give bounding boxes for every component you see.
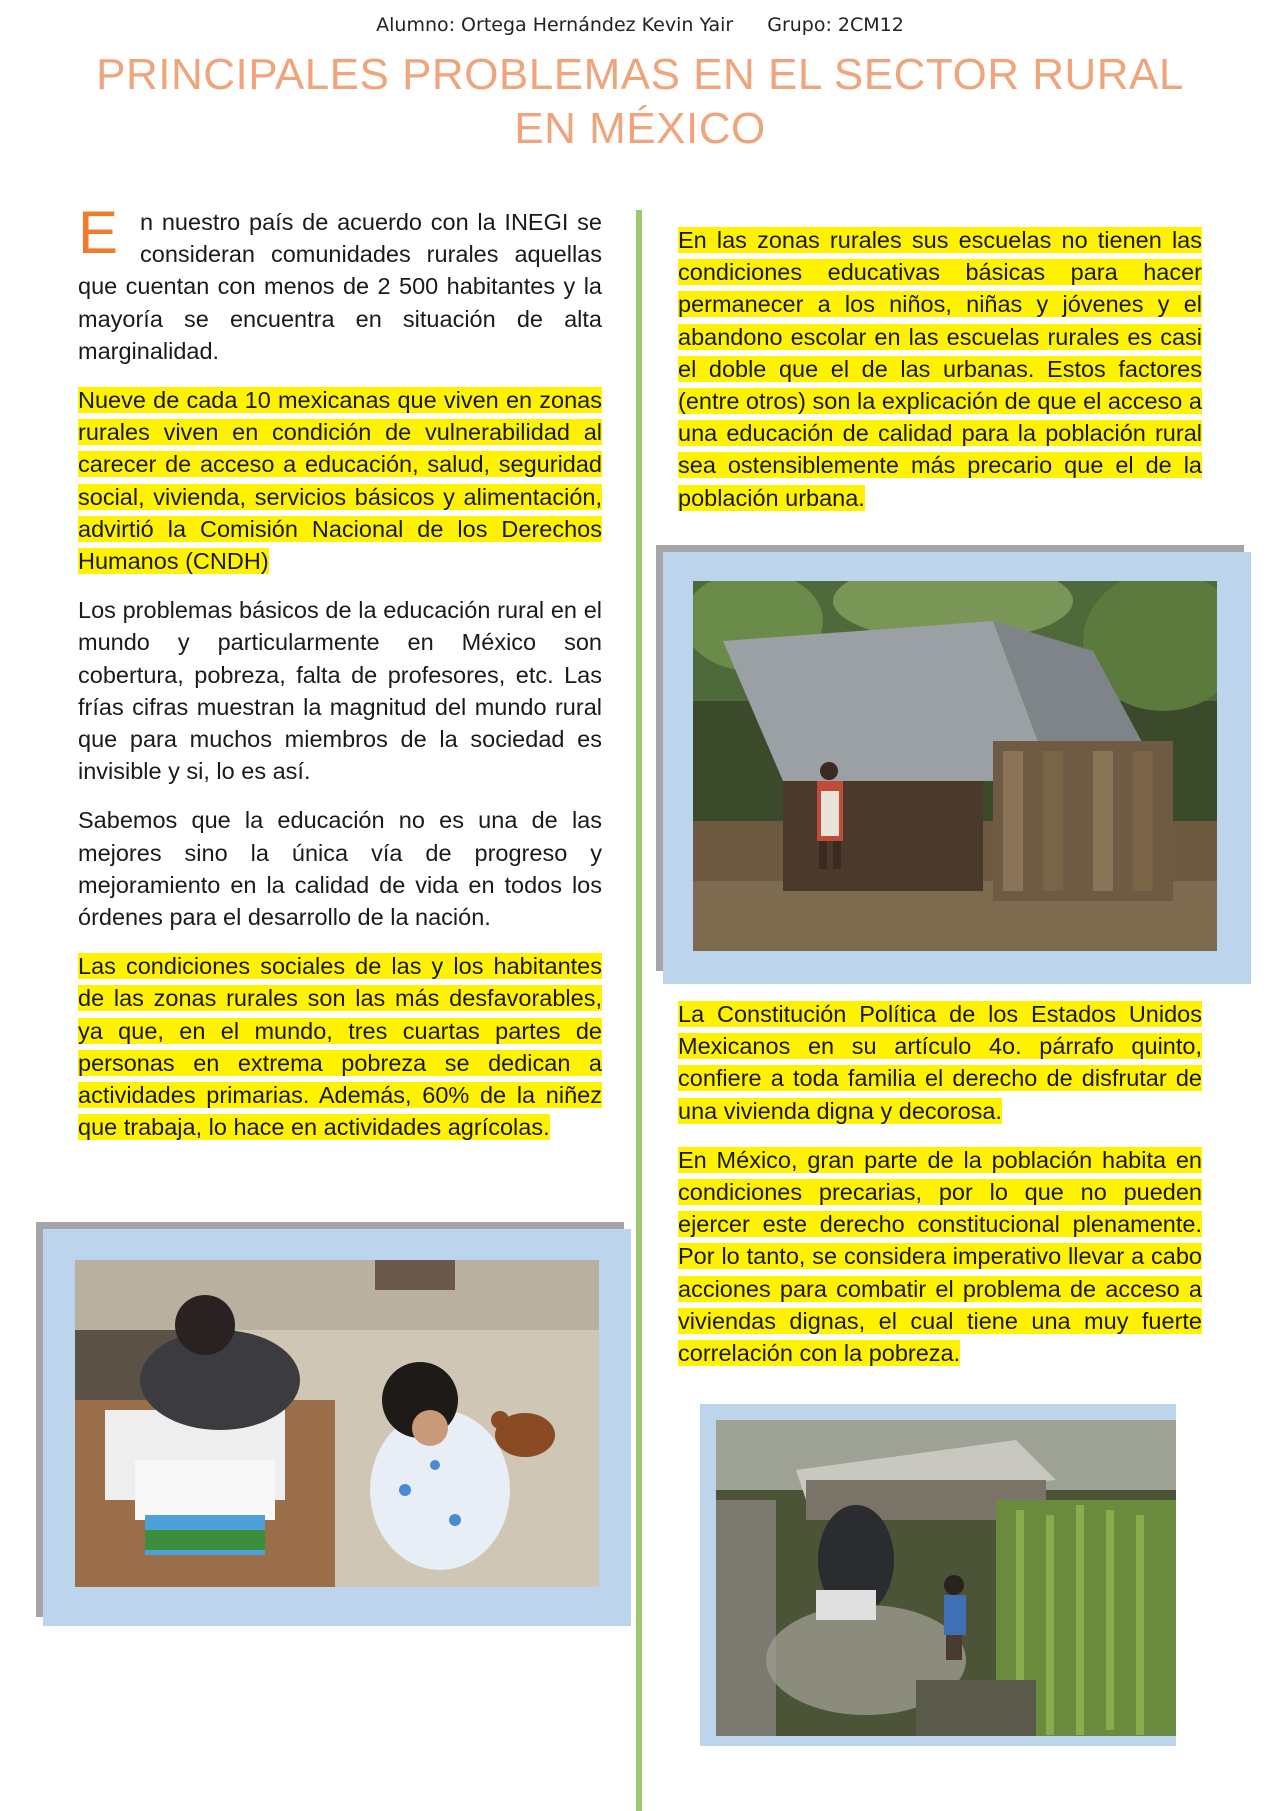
right-column — [678, 224, 1202, 531]
rural-house-illustration — [693, 581, 1217, 951]
highlighted-text: En México, gran parte de la población habita en condiciones precarias, por lo que no pueden ejercer este derecho constitucional plenamente. Por lo tanto, se considera imperativo llevar a cabo acciones para combatir el problema de acceso a viviendas dignas, el cual tiene una muy fuerte correlación con la pobreza. — [678, 1146, 1202, 1367]
photo-rural-community — [716, 1420, 1176, 1736]
student-name: Alumno: Ortega Hernández Kevin Yair — [376, 14, 734, 36]
highlighted-text: Nueve de cada 10 mexicanas que viven en zonas rurales viven en condición de vulnerabilidad al carecer de acceso a educación, salud, seguridad social, vivienda, servicios básicos y alimentación, advirtió la Comisión Nacional de los Derechos Humanos (CNDH) — [78, 387, 602, 575]
column-divider — [636, 210, 642, 1811]
paragraph-housing — [678, 1144, 1202, 1369]
rural-community-illustration — [716, 1420, 1176, 1736]
paragraph-education-progress: Sabemos que la educación no es una de las mejores sino la única vía de progreso y mejoramiento en la calidad de vida en todos los órdenes para el desarrollo de la nación. — [78, 807, 602, 931]
paragraph-intro — [78, 199, 602, 367]
paragraph-constitution — [678, 998, 1202, 1127]
highlighted-text: La Constitución Política de los Estados Unidos Mexicanos en su artículo 4o. párrafo quinto, confiere a toda familia el derecho de disfrutar de una vivienda digna y decorosa. — [678, 1001, 1202, 1124]
paragraph-education-problems: Los problemas básicos de la educación rural en el mundo y particularmente en México son cobertura, pobreza, falta de profesores, etc. Las frías cifras muestran la magnitud del mundo rural que para muchos miembros de la sociedad es invisible y si, lo es así. — [78, 597, 602, 785]
photo-rural-house — [693, 581, 1217, 951]
children-studying-illustration — [75, 1260, 599, 1587]
page-title: PRINCIPALES PROBLEMAS EN EL SECTOR RURAL EN MÉXICO — [96, 50, 1184, 153]
paragraph-cndh — [78, 384, 602, 577]
left-column — [78, 199, 602, 1160]
highlighted-text: Las condiciones sociales de las y los habitantes de las zonas rurales son las más desfavorables, ya que, en el mundo, tres cuartas partes de personas en extrema pobreza se dedican a actividades primarias. Además, 60% de la niñez que trabaja, lo hace en actividades agrícolas. — [78, 953, 602, 1141]
paragraph-social-conditions — [78, 950, 602, 1143]
header — [0, 14, 1280, 36]
paragraph-intro-text: n nuestro país de acuerdo con la INEGI se consideran comunidades rurales aquellas que cuentan con menos de 2 500 habitantes y la mayoría se encuentra en situación de alta marginalidad. — [78, 209, 602, 364]
group-label: Grupo: 2CM12 — [767, 14, 904, 36]
paragraph-rural-schools — [678, 224, 1202, 514]
drop-cap: E — [78, 199, 119, 266]
highlighted-text: En las zonas rurales sus escuelas no tienen las condiciones educativas básicas para hacer permanecer a los niños, niñas y jóvenes y el abandono escolar en las escuelas rurales es casi el doble que el de las urbanas. Estos factores (entre otros) son la explicación de que el acceso a una educación de calidad para la población rural sea ostensiblemente más precario que el de la población urbana. — [678, 227, 1202, 511]
right-column-lower — [678, 998, 1202, 1386]
photo-children-studying — [75, 1260, 599, 1587]
